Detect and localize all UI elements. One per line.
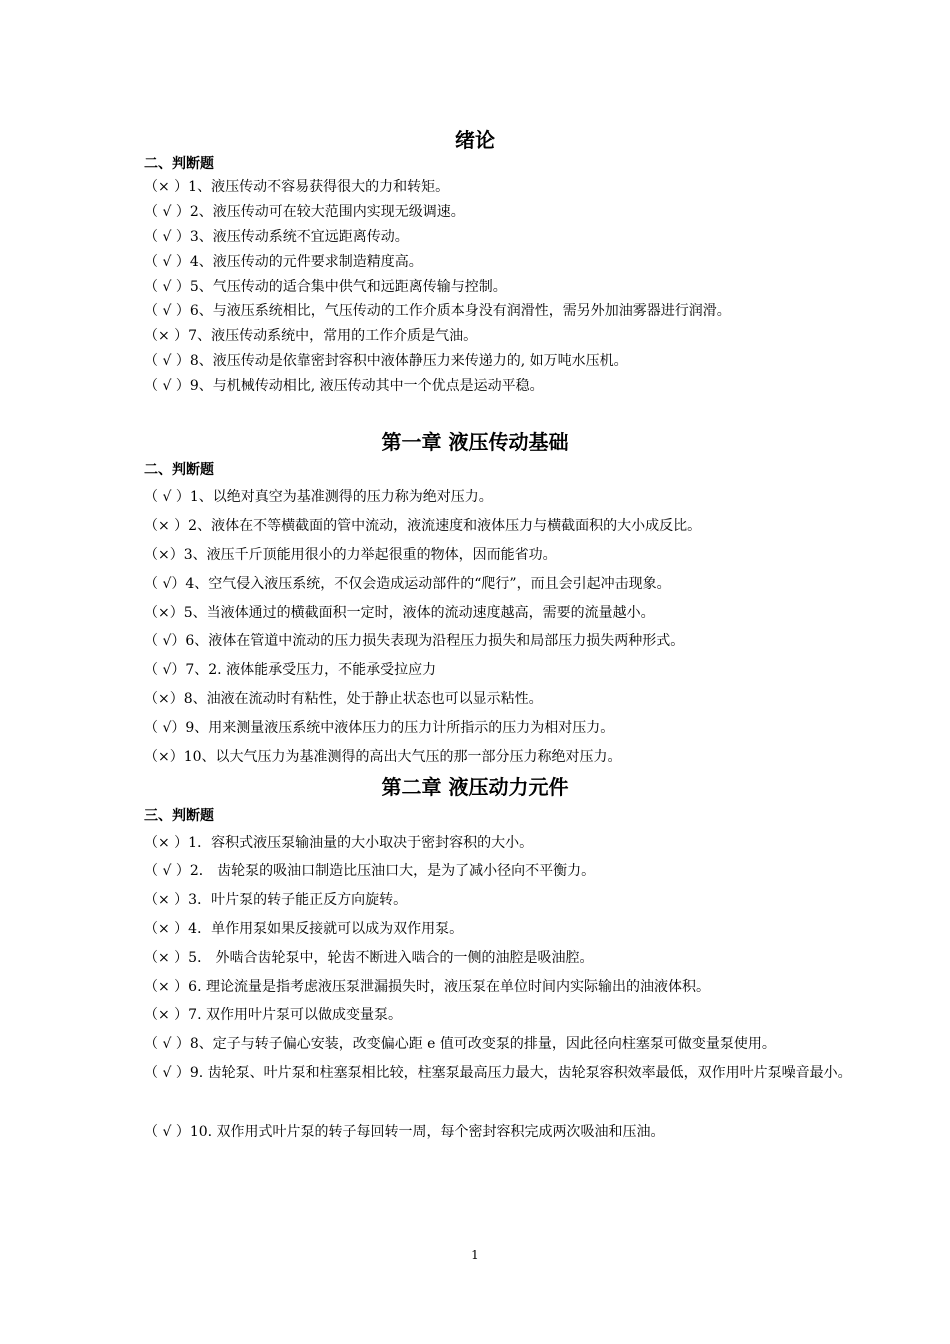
question-item: （ √ ）8、定子与转子偏心安装，改变偏心距 e 值可改变泵的排量，因此径向柱塞泵可做变量泵使用。 [144,1036,776,1052]
question-item: （ √ ）9、与机械传动相比, 液压传动其中一个优点是运动平稳。 [144,378,544,394]
question-item: （× ）2、液体在不等横截面的管中流动，液流速度和液体压力与横截面积的大小成反比。 [144,518,702,534]
question-item: （×）3、液压千斤顶能用很小的力举起很重的物体，因而能省功。 [144,547,557,563]
question-item: （ √）7、2. 液体能承受压力，不能承受拉应力 [144,662,437,678]
question-item: （ √ ）6、与液压系统相比，气压传动的工作介质本身没有润滑性，需另外加油雾器进行润滑。 [144,303,731,319]
question-item: （ √ ）3、液压传动系统不宜远距离传动。 [144,229,409,245]
question-item: （×）10、以大气压力为基准测得的高出大气压的那一部分压力称绝对压力。 [144,749,622,765]
question-item: （× ）3．叶片泵的转子能正反方向旋转。 [144,892,408,908]
question-item: （× ）7. 双作用叶片泵可以做成变量泵。 [144,1007,402,1023]
section-title-intro: 绪论 [455,128,495,152]
question-item: （× ）4．单作用泵如果反接就可以成为双作用泵。 [144,921,464,937]
question-item: （ √ ）4、液压传动的元件要求制造精度高。 [144,254,423,270]
section-title-chapter-2: 第二章 液压动力元件 [381,775,569,799]
question-item: （ √）4、空气侵入液压系统，不仅会造成运动部件的“爬行”，而且会引起冲击现象。 [144,576,671,592]
section-title-chapter-1: 第一章 液压传动基础 [381,430,569,454]
section-subtitle: 二、判断题 [144,462,214,478]
question-item: （× ）1、液压传动不容易获得很大的力和转矩。 [144,179,450,195]
question-item: （ √）9、用来测量液压系统中液体压力的压力计所指示的压力为相对压力。 [144,720,615,736]
question-item: （×）8、油液在流动时有粘性，处于静止状态也可以显示粘性。 [144,691,543,707]
question-item: （ √ ）5、气压传动的适合集中供气和远距离传输与控制。 [144,279,507,295]
question-item: （×）5、当液体通过的横截面积一定时，液体的流动速度越高，需要的流量越小。 [144,605,655,621]
question-item: （ √ ）2、液压传动可在较大范围内实现无级调速。 [144,204,465,220]
page-number: 1 [471,1248,479,1262]
question-item: （ √ ）9. 齿轮泵、叶片泵和柱塞泵相比较，柱塞泵最高压力最大，齿轮泵容积效率最低，双作用叶片泵噪音最小。 [144,1065,852,1081]
question-item: （× ）6. 理论流量是指考虑液压泵泄漏损失时，液压泵在单位时间内实际输出的油液体积。 [144,979,710,995]
question-item: （ √ ）1、以绝对真空为基准测得的压力称为绝对压力。 [144,489,493,505]
question-item: （× ）1．容积式液压泵输油量的大小取决于密封容积的大小。 [144,835,534,851]
question-item: （× ）5． 外啮合齿轮泵中，轮齿不断进入啮合的一侧的油腔是吸油腔。 [144,950,594,966]
question-item: （ √ ）8、液压传动是依靠密封容积中液体静压力来传递力的, 如万吨水压机。 [144,353,628,369]
section-subtitle: 三、判断题 [144,808,214,824]
question-item: （ √ ）2． 齿轮泵的吸油口制造比压油口大，是为了减小径向不平衡力。 [144,863,596,879]
question-item: （ √）6、液体在管道中流动的压力损失表现为沿程压力损失和局部压力损失两种形式。 [144,633,685,649]
section-subtitle: 二、判断题 [144,156,214,172]
question-item: （ √ ）10. 双作用式叶片泵的转子每回转一周，每个密封容积完成两次吸油和压油。 [144,1124,665,1140]
question-item: （× ）7、液压传动系统中，常用的工作介质是气油。 [144,328,478,344]
